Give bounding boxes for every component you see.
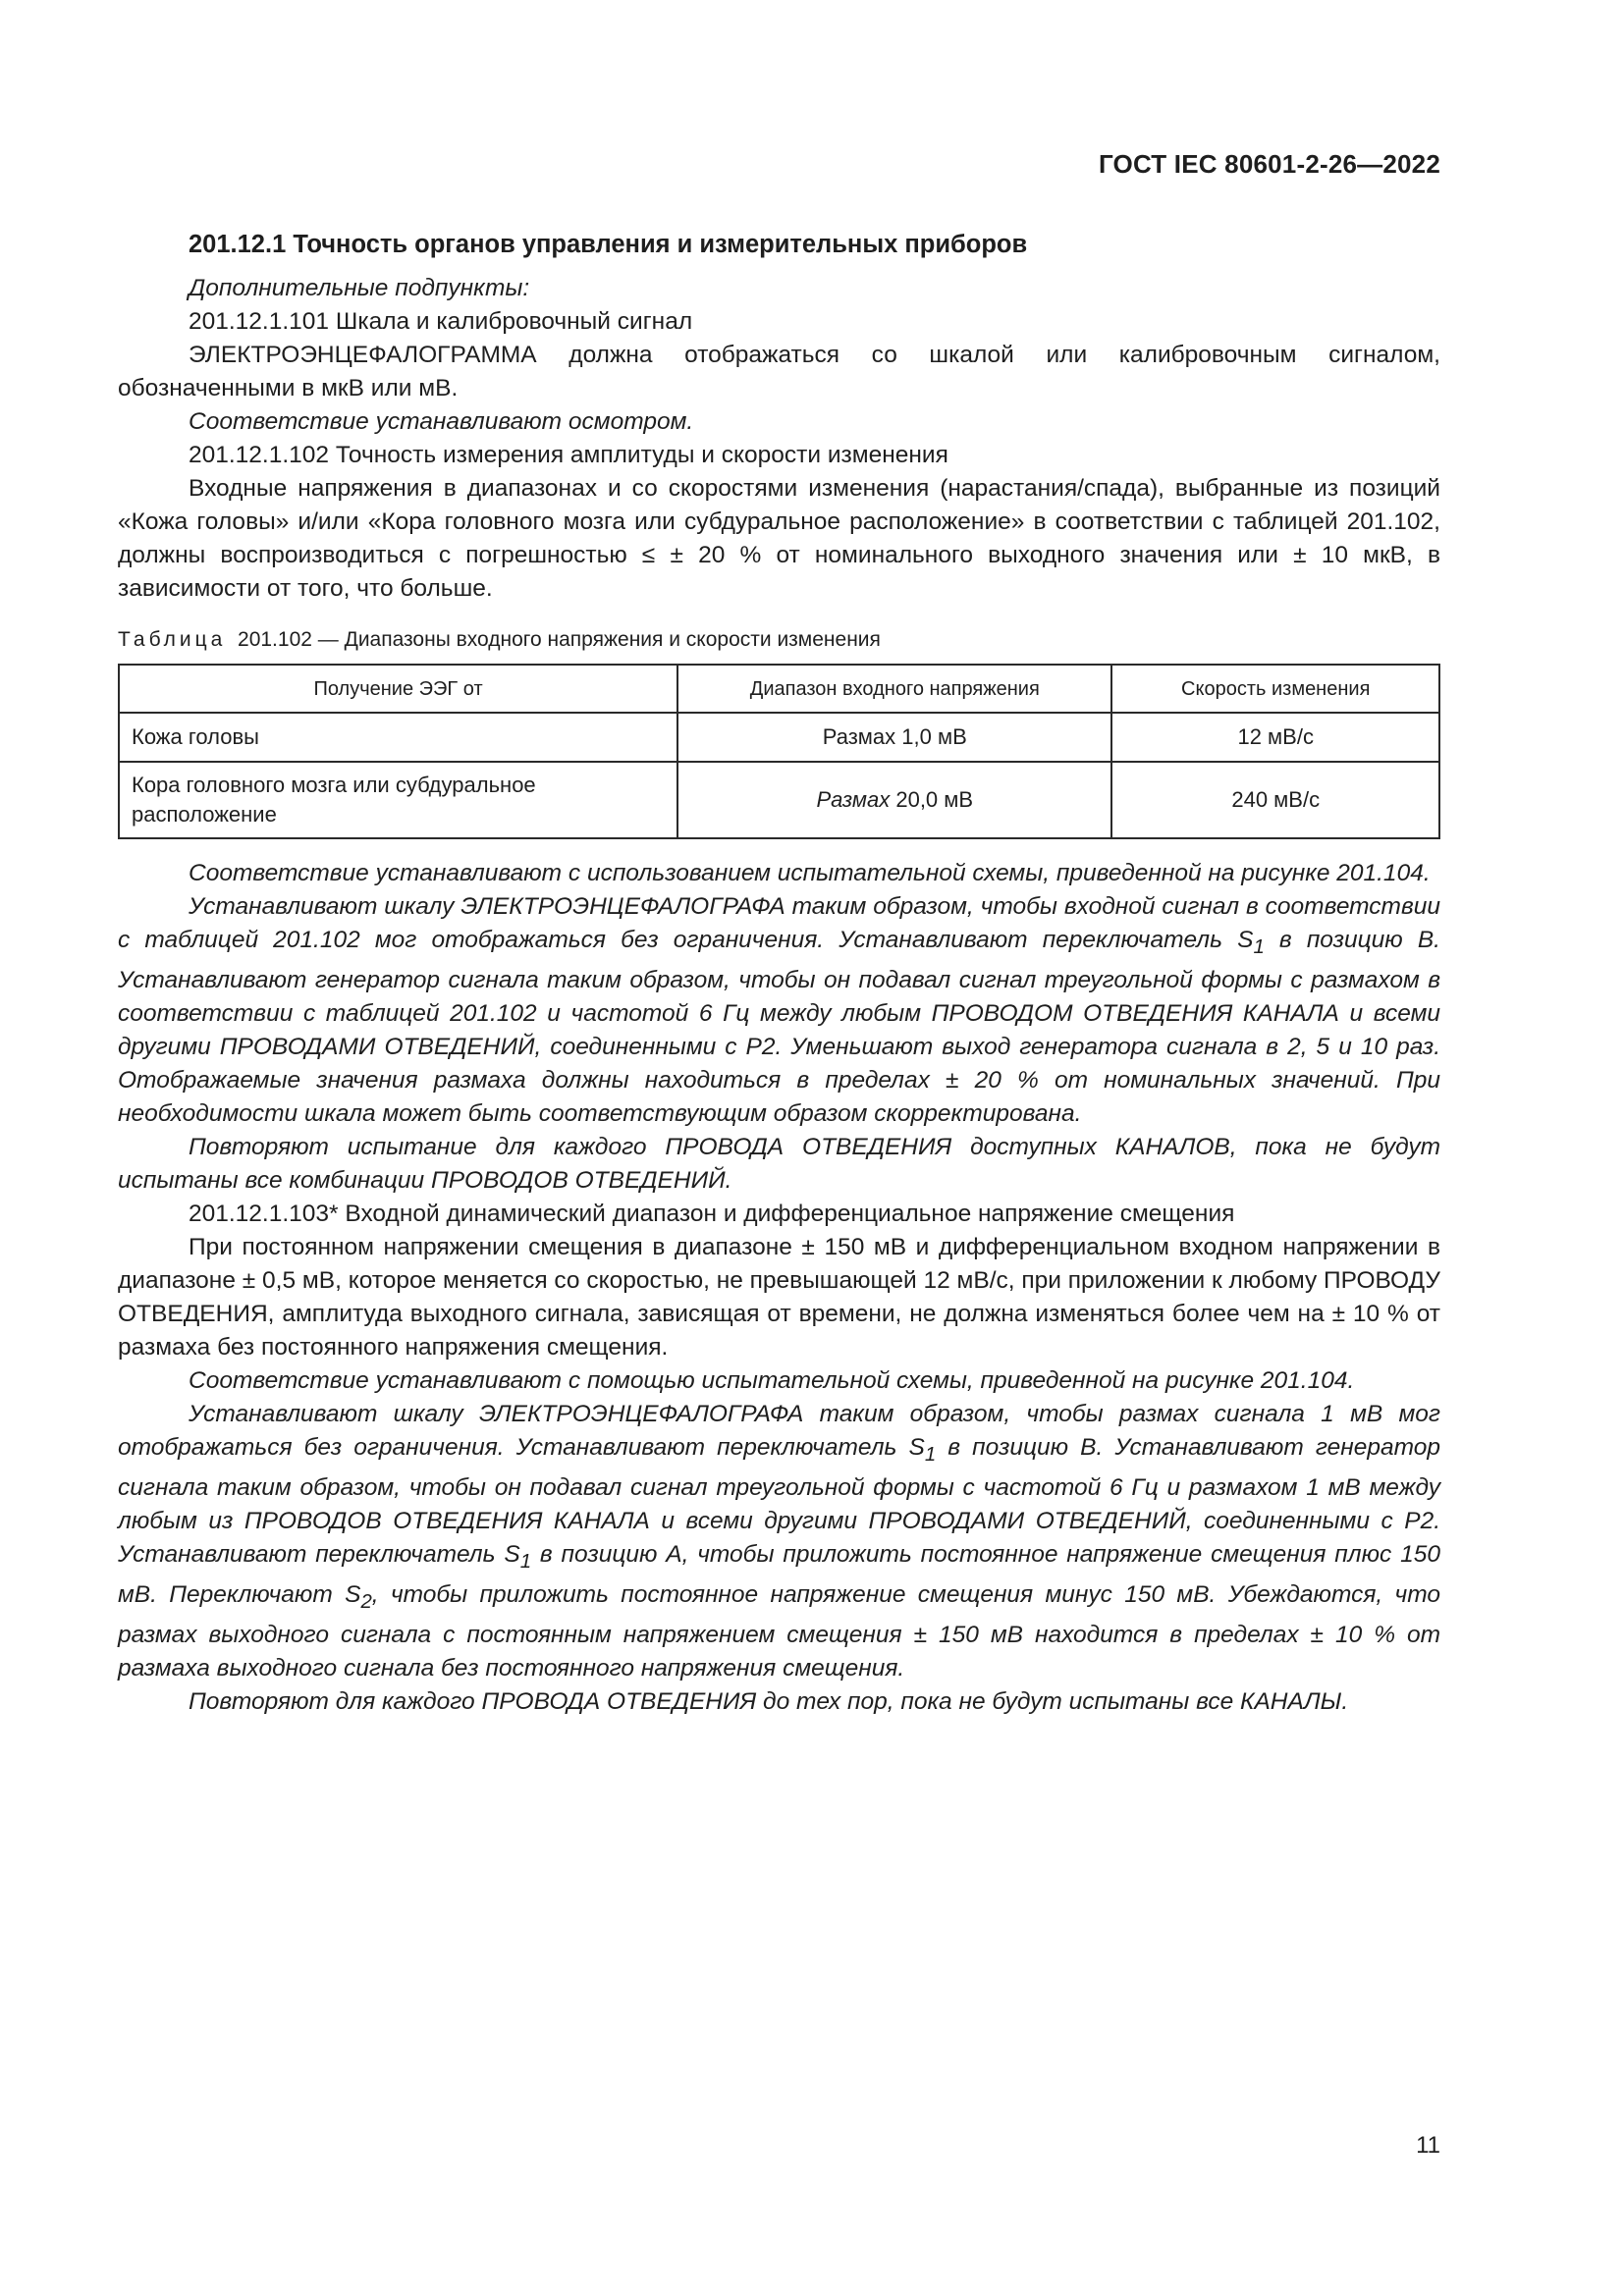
subscript: 1 bbox=[924, 1443, 937, 1466]
subclause-heading: 201.12.1.101 Шкала и калибровочный сигнал bbox=[189, 308, 693, 335]
procedure-paragraph bbox=[118, 1398, 1440, 1685]
table-header-row bbox=[119, 665, 1439, 713]
voltage-range-table bbox=[118, 664, 1440, 839]
text-run: в позицию B. Устанавливают генератор сигнала таким образом, чтобы он подавал сигнал треугольной формы с частотой 6 Гц и размахом 1 мВ между любым из ПРОВОДОВ ОТВЕДЕНИЯ КАНАЛА и всеми другими ПРОВОДАМИ ОТВЕДЕНИЙ, соединенными с P2. Устанавливают переключатель S bbox=[118, 1433, 1440, 1568]
page-number: 11 bbox=[1416, 2132, 1440, 2159]
procedure-paragraph: Повторяют для каждого ПРОВОДА ОТВЕДЕНИЯ до тех пор, пока не будут испытаны все КАНАЛЫ. bbox=[189, 1687, 1349, 1715]
paragraph: ЭЛЕКТРОЭНЦЕФАЛОГРАММА должна отображаться со шкалой или калибровочным сигналом, обозначенными в мкВ или мВ. bbox=[118, 342, 1440, 401]
compliance-paragraph: Соответствие устанавливают с помощью испытательной схемы, приведенной на рисунке 201.104. bbox=[189, 1366, 1355, 1394]
document-page bbox=[118, 0, 1440, 2296]
text-run: Устанавливают шкалу ЭЛЕКТРОЭНЦЕФАЛОГРАФА таким образом, чтобы размах сигнала 1 мВ мог отображаться без ограничения. Устанавливают переключатель S bbox=[118, 1400, 1440, 1461]
table-caption bbox=[118, 625, 1440, 655]
document-code-header: ГОСТ IEC 80601-2-26—2022 bbox=[1098, 149, 1440, 179]
procedure-paragraph: Повторяют испытание для каждого ПРОВОДА ОТВЕДЕНИЯ доступных КАНАЛОВ, пока не будут испытаны все комбинации ПРОВОДОВ ОТВЕДЕНИЙ. bbox=[118, 1133, 1440, 1194]
table-header-cell: Скорость изменения bbox=[1111, 665, 1439, 713]
section-title: 201.12.1 Точность органов управления и измерительных приборов bbox=[189, 231, 1028, 258]
table-row bbox=[119, 762, 1439, 838]
table-header-cell: Получение ЭЭГ от bbox=[119, 665, 677, 713]
range-value: 20,0 мВ bbox=[890, 787, 974, 812]
paragraph: При постоянном напряжении смещения в диапазоне ± 150 мВ и дифференциальном входном напряжении в диапазоне ± 0,5 мВ, которое меняется со скоростью, не превышающей 12 мВ/с, при приложении к любому ПРОВОДУ ОТВЕДЕНИЯ, амплитуда выходного сигнала, зависящая от времени, не должна изменяться более чем на ± 10 % от размаха без постоянного напряжения смещения. bbox=[118, 1233, 1440, 1361]
text-run: в позицию B. Устанавливают генератор сигнала таким образом, чтобы он подавал сигнал треугольной формы с размахом в соответствии с таблицей 201.102 и частотой 6 Гц между любым ПРОВОДОМ ОТВЕДЕНИЯ КАНАЛА и всеми другими ПРОВОДАМИ ОТВЕДЕНИЙ, соединенными с P2. Уменьшают выход генератора сигнала в 2, 5 и 10 раз. Отображаемые значения размаха должны находиться в пределах ± 20 % от номинальных значений. При необходимости шкала может быть соответствующим образом скорректирована. bbox=[118, 927, 1440, 1127]
table-cell-range bbox=[677, 762, 1111, 838]
range-value: Размах 1,0 мВ bbox=[822, 724, 967, 749]
range-prefix: Размах bbox=[816, 787, 891, 812]
subclause-heading: 201.12.1.102 Точность измерения амплитуды и скорости изменения bbox=[189, 442, 948, 468]
text-run: , чтобы приложить постоянное напряжение смещения минус 150 мВ. Убеждаются, что размах выходного сигнала с постоянным напряжением смещения ± 150 мВ находится в пределах ± 10 % от размаха выходного сигнала без постоянного напряжения смещения. bbox=[118, 1580, 1440, 1682]
paragraph: Входные напряжения в диапазонах и со скоростями изменения (нарастания/спада), выбранные из позиций «Кожа головы» и/или «Кора головного мозга или субдуральное расположение» в соответствии с таблицей 201.102, должны воспроизводиться с погрешностью ≤ ± 20 % от номинального выходного значения или ± 10 мкВ, в зависимости от того, что больше. bbox=[118, 475, 1440, 602]
text-run: в позицию A, чтобы приложить постоянное напряжение смещения плюс 150 мВ. Переключают S bbox=[118, 1540, 1440, 1608]
table-cell-source: Кора головного мозга или субдуральное расположение bbox=[119, 762, 677, 838]
table-cell-rate: 12 мВ/с bbox=[1111, 713, 1439, 762]
compliance-paragraph: Соответствие устанавливают осмотром. bbox=[189, 408, 694, 435]
table-cell-range bbox=[677, 713, 1111, 762]
subscript: 1 bbox=[519, 1550, 532, 1573]
table-caption-text: 201.102 — Диапазоны входного напряжения и скорости изменения bbox=[238, 628, 881, 651]
table-header-cell: Диапазон входного напряжения bbox=[677, 665, 1111, 713]
table-row bbox=[119, 713, 1439, 762]
table-cell-rate: 240 мВ/с bbox=[1111, 762, 1439, 838]
subscript: 2 bbox=[360, 1590, 372, 1613]
document-body bbox=[118, 228, 1440, 1719]
subscript: 1 bbox=[1253, 935, 1265, 958]
text-run: Устанавливают шкалу ЭЛЕКТРОЭНЦЕФАЛОГРАФА таким образом, чтобы входной сигнал в соответствии с таблицей 201.102 мог отображаться без ограничения. Устанавливают переключатель S bbox=[118, 893, 1440, 953]
procedure-paragraph bbox=[118, 890, 1440, 1131]
subclause-heading: 201.12.1.103* Входной динамический диапазон и дифференциальное напряжение смещения bbox=[189, 1200, 1235, 1227]
table-cell-source: Кожа головы bbox=[119, 713, 677, 762]
table-caption-label: Таблица bbox=[118, 628, 227, 651]
compliance-paragraph: Соответствие устанавливают с использованием испытательной схемы, приведенной на рисунке 201.104. bbox=[189, 860, 1431, 886]
paragraph: Дополнительные подпункты: bbox=[189, 275, 530, 301]
